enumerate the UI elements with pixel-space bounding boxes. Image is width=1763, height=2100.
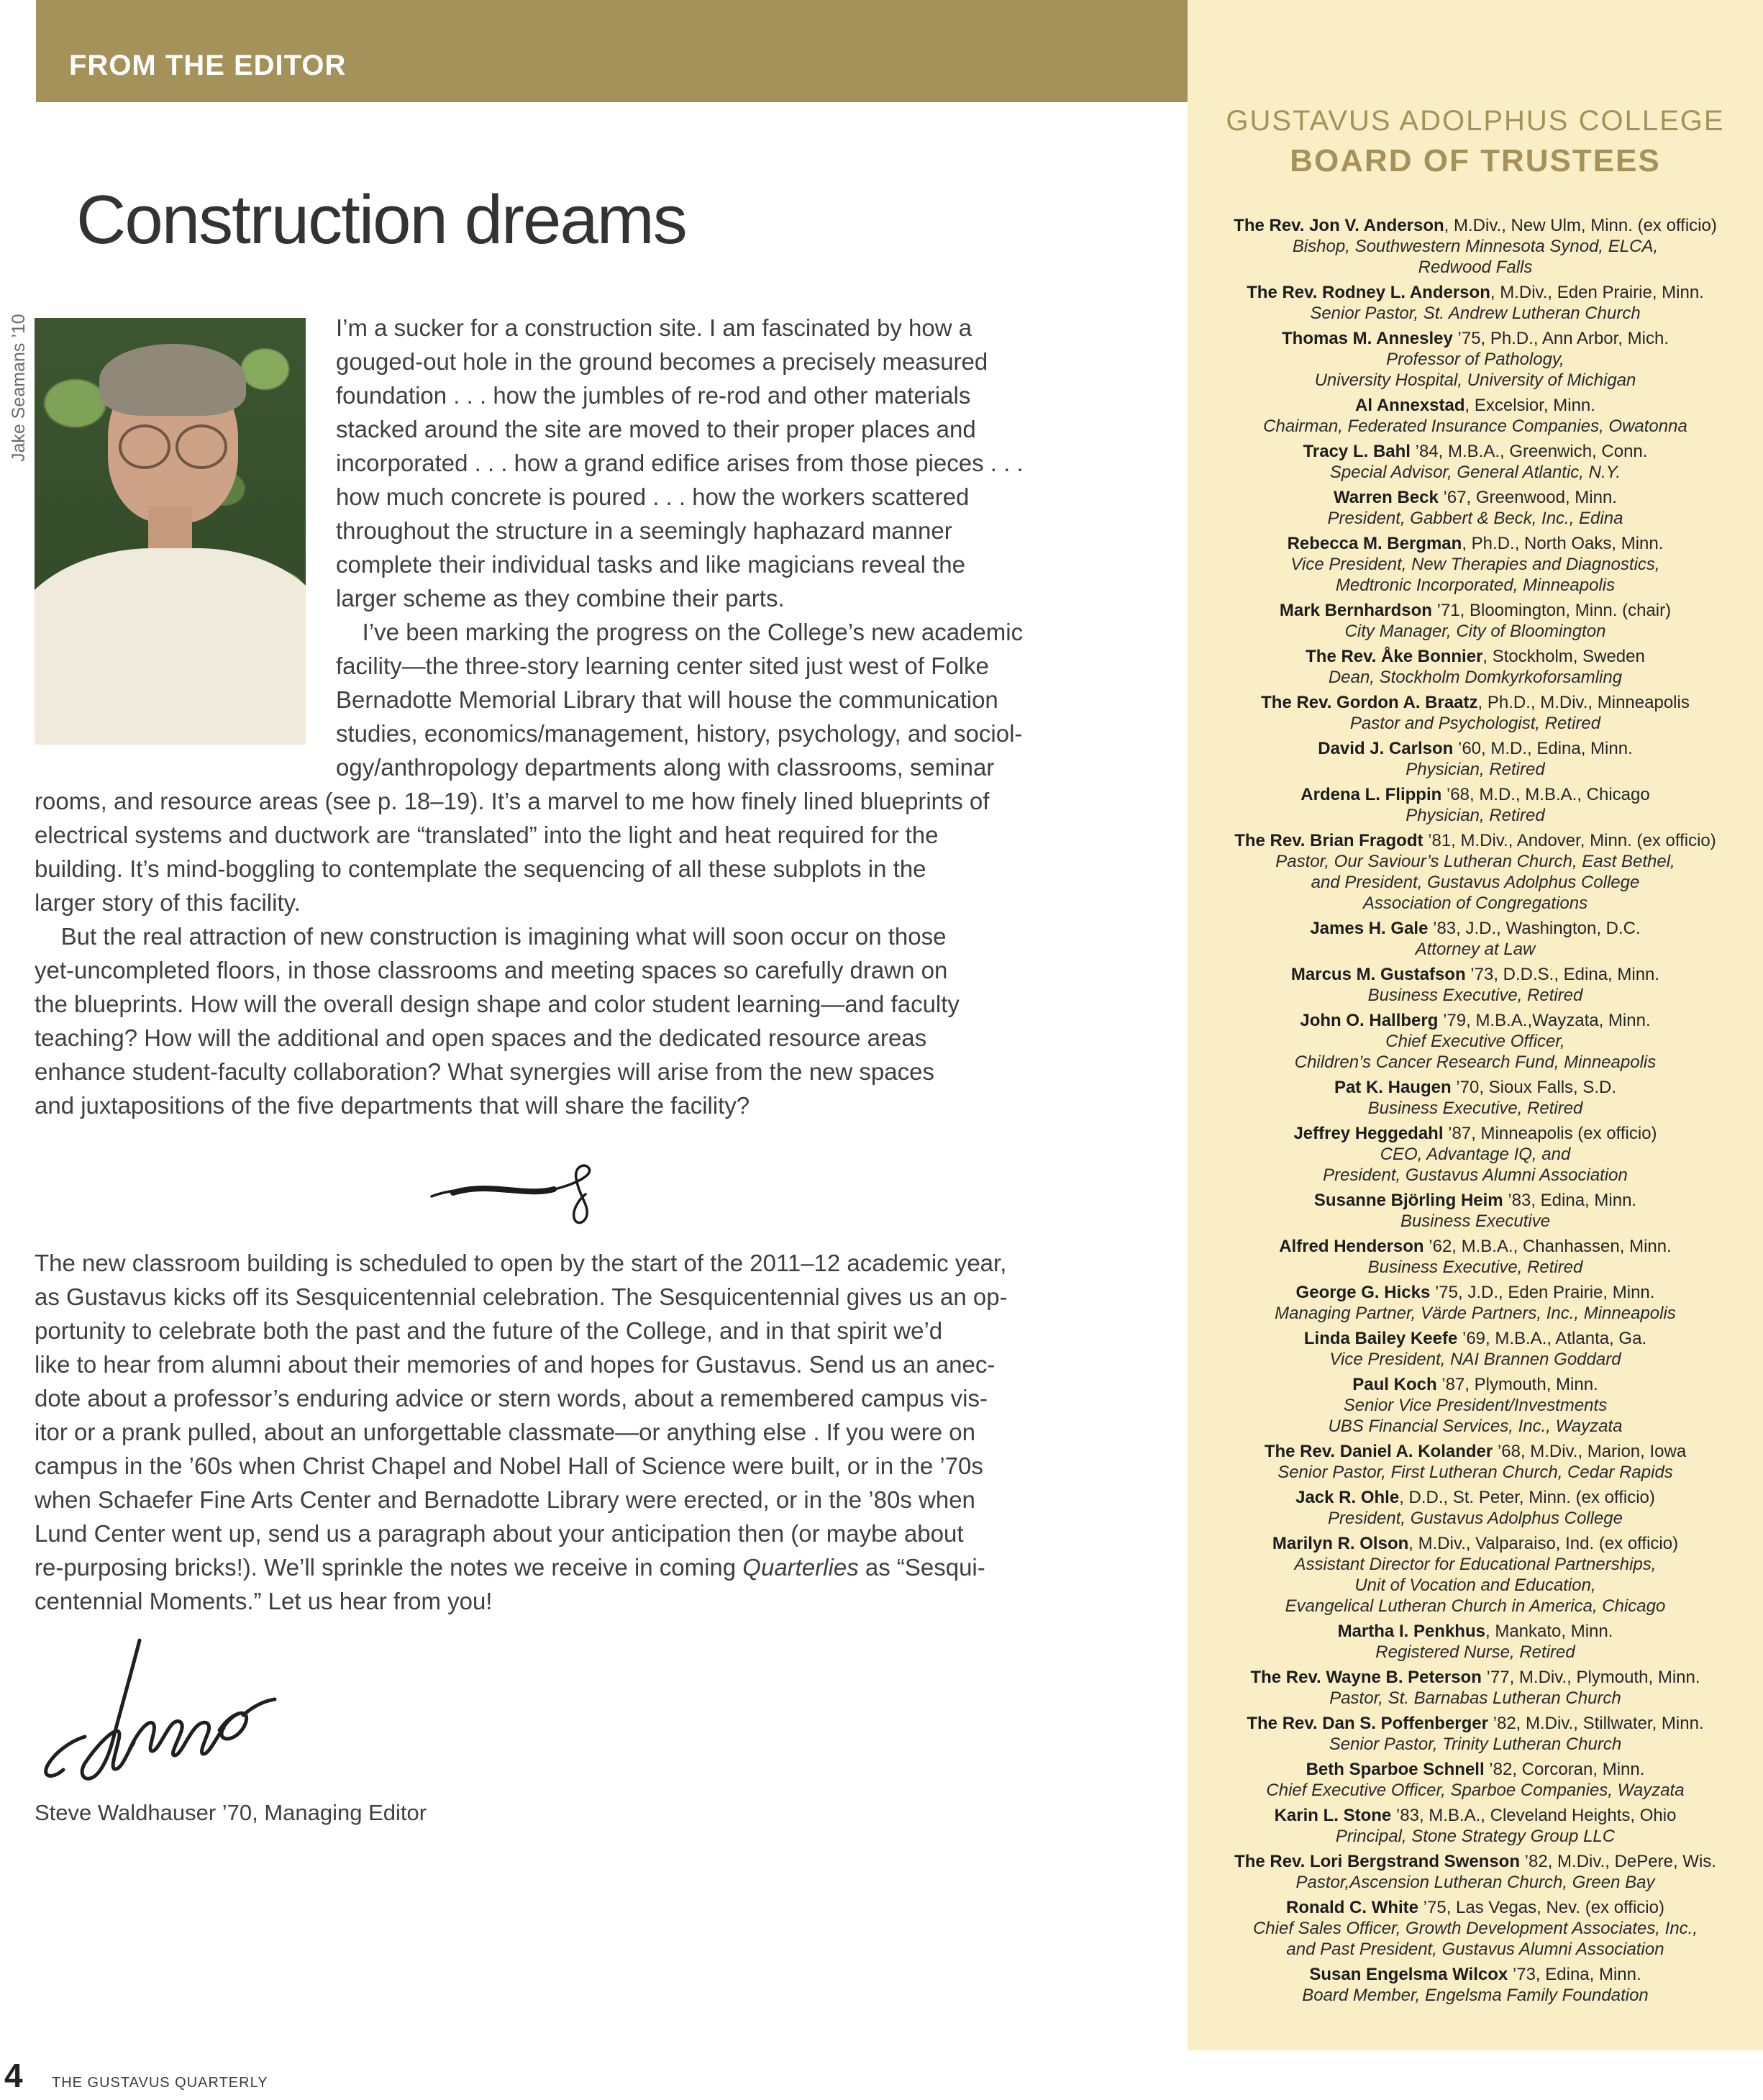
trustee-role-line: Chief Executive Officer, xyxy=(1385,1032,1565,1051)
body-line: the blueprints. How will the overall design shape and color student learning—and faculty xyxy=(35,991,960,1017)
trustee-role-line: Assistant Director for Educational Partnerships, xyxy=(1294,1555,1657,1574)
trustee-role-line: UBS Financial Services, Inc., Wayzata xyxy=(1328,1417,1623,1436)
trustee-name-line: George G. Hicks ’75, J.D., Eden Prairie, Minn. xyxy=(1295,1283,1655,1302)
trustee-entry xyxy=(1209,1621,1741,1663)
trustee-name-line: Susan Engelsma Wilcox ’73, Edina, Minn. xyxy=(1309,1965,1641,1984)
body-line: But the real attraction of new construction is imagining what will soon occur on those xyxy=(35,923,947,950)
trustee-role-line: Special Advisor, General Atlantic, N.Y. xyxy=(1329,463,1621,482)
trustee-role-line: Attorney at Law xyxy=(1415,940,1536,959)
trustee-name-line: Mark Bernhardson ’71, Bloomington, Minn. (chair) xyxy=(1279,601,1672,620)
trustee-role-line: Pastor, St. Barnabas Lutheran Church xyxy=(1329,1688,1621,1708)
body-line: centennial Moments.” Let us hear from you! xyxy=(35,1588,493,1614)
photo-hair xyxy=(99,344,246,417)
trustee-role-line: Senior Pastor, Trinity Lutheran Church xyxy=(1329,1735,1622,1754)
section-banner-label: FROM THE EDITOR xyxy=(69,50,347,81)
trustee-entry xyxy=(1209,1851,1741,1893)
signoff-line: Steve Waldhauser ’70, Managing Editor xyxy=(35,1800,427,1825)
trustee-name-line: Paul Koch ’87, Plymouth, Minn. xyxy=(1352,1375,1598,1394)
trustees-list xyxy=(1209,215,1741,2006)
body-line: enhance student-faculty collaboration? What synergies will arise from the new spaces xyxy=(35,1058,934,1085)
trustee-name-line: The Rev. Dan S. Poffenberger ’82, M.Div., Stillwater, Minn. xyxy=(1247,1714,1704,1733)
body-line: throughout the structure in a seemingly haphazard manner xyxy=(336,517,952,544)
trustee-name-line: Pat K. Haugen ’70, Sioux Falls, S.D. xyxy=(1334,1078,1617,1097)
trustee-name-line: Martha I. Penkhus, Mankato, Minn. xyxy=(1337,1622,1613,1641)
trustee-entry xyxy=(1209,1010,1741,1073)
body-line: how much concrete is poured . . . how the workers scattered xyxy=(336,483,970,510)
photo-glasses-left xyxy=(119,424,170,468)
trustee-name-line: Al Annexstad, Excelsior, Minn. xyxy=(1355,396,1595,415)
body-line: itor or a prank pulled, about an unforgettable classmate—or anything else . If you were on xyxy=(35,1419,975,1445)
trustee-entry xyxy=(1209,1805,1741,1847)
trustee-entry xyxy=(1209,646,1741,688)
trustee-entry xyxy=(1209,1964,1741,2006)
trustee-entry xyxy=(1209,600,1741,642)
trustee-entry xyxy=(1209,328,1741,391)
trustee-role-line: Pastor, Our Saviour’s Lutheran Church, East Bethel, xyxy=(1275,852,1675,871)
body-line xyxy=(35,1550,1142,1584)
trustee-role-line: Registered Nurse, Retired xyxy=(1375,1642,1575,1662)
trustee-name-line: Jeffrey Heggedahl ’87, Minneapolis (ex officio) xyxy=(1293,1124,1657,1143)
trustee-role-line: CEO, Advantage IQ, and xyxy=(1380,1145,1571,1164)
trustee-name-line: Ronald C. White ’75, Las Vegas, Nev. (ex officio) xyxy=(1286,1898,1664,1917)
trustee-entry xyxy=(1209,1897,1741,1960)
trustee-role-line: Medtronic Incorporated, Minneapolis xyxy=(1335,576,1616,595)
trustee-name-line: Marcus M. Gustafson ’73, D.D.S., Edina, Minn. xyxy=(1290,965,1660,984)
trustee-role-line: Bishop, Southwestern Minnesota Synod, ELCA, xyxy=(1292,237,1659,256)
body-line: campus in the ’60s when Christ Chapel and Nobel Hall of Science were built, or in the ’70s xyxy=(35,1453,983,1479)
trustee-role-line: Chief Executive Officer, Sparboe Companies, Wayzata xyxy=(1266,1781,1685,1800)
trustee-name-line: Thomas M. Annesley ’75, Ph.D., Ann Arbor, Mich. xyxy=(1282,329,1669,348)
body-line: ogy/anthropology departments along with classrooms, seminar xyxy=(336,754,995,781)
trustee-name-line: Warren Beck ’67, Greenwood, Minn. xyxy=(1334,488,1617,507)
trustee-entry xyxy=(1209,441,1741,483)
trustee-entry xyxy=(1209,1236,1741,1278)
trustee-entry xyxy=(1209,1328,1741,1370)
trustee-role-line: Chairman, Federated Insurance Companies, Owatonna xyxy=(1263,417,1687,436)
trustee-name-line: The Rev. Rodney L. Anderson, M.Div., Eden Prairie, Minn. xyxy=(1247,283,1704,302)
trustee-role-line: Vice President, New Therapies and Diagnostics, xyxy=(1290,555,1660,574)
trustee-role-line: Business Executive xyxy=(1400,1212,1551,1231)
page-number: 4 xyxy=(4,2057,23,2094)
trustee-name-line: The Rev. Gordon A. Braatz, Ph.D., M.Div., Minneapolis xyxy=(1261,693,1690,712)
trustee-entry xyxy=(1209,1713,1741,1755)
trustee-entry xyxy=(1209,784,1741,826)
body-line: stacked around the site are moved to their proper places and xyxy=(336,416,976,442)
trustee-role-line: Association of Congregations xyxy=(1362,894,1588,913)
trustee-role-line: Senior Vice President/Investments xyxy=(1343,1396,1608,1415)
trustee-role-line: Vice President, NAI Brannen Goddard xyxy=(1329,1350,1621,1369)
trustee-role-line: Professor of Pathology, xyxy=(1386,350,1564,369)
trustee-role-line: Business Executive, Retired xyxy=(1367,986,1583,1005)
trustee-role-line: and Past President, Gustavus Alumni Association xyxy=(1286,1940,1664,1959)
body-line: I’ve been marking the progress on the College’s new academic xyxy=(336,619,1024,645)
line-plain: as “Sesqui- xyxy=(858,1554,985,1581)
body-line: as Gustavus kicks off its Sesquicentennial celebration. The Sesquicentennial gives us an op- xyxy=(35,1283,1008,1310)
trustee-role-line: Pastor,Ascension Lutheran Church, Green Bay xyxy=(1295,1873,1655,1892)
body-line: I’m a sucker for a construction site. I am fascinated by how a xyxy=(336,314,972,341)
trustee-name-line: The Rev. Åke Bonnier, Stockholm, Sweden xyxy=(1306,647,1645,666)
trustee-name-line: Tracy L. Bahl ’84, M.B.A., Greenwich, Conn. xyxy=(1303,442,1648,461)
trustee-name-line: John O. Hallberg ’79, M.B.A.,Wayzata, Minn. xyxy=(1300,1011,1651,1030)
body-column-full-width xyxy=(35,784,1142,1122)
body-line: when Schaefer Fine Arts Center and Bernadotte Library were erected, or in the ’80s when xyxy=(35,1486,975,1513)
trustee-role-line: Business Executive, Retired xyxy=(1367,1258,1583,1277)
trustee-name-line: Karin L. Stone ’83, M.B.A., Cleveland Heights, Ohio xyxy=(1274,1806,1677,1825)
trustee-role-line: and President, Gustavus Adolphus College xyxy=(1311,873,1640,892)
body-line: and juxtapositions of the five departments that will share the facility? xyxy=(35,1092,750,1119)
trustee-entry xyxy=(1209,487,1741,529)
trustee-role-line: Evangelical Lutheran Church in America, Chicago xyxy=(1285,1596,1666,1616)
editor-photo xyxy=(35,318,306,745)
trustee-role-line: Managing Partner, Värde Partners, Inc., Minneapolis xyxy=(1275,1304,1676,1323)
body-line: yet-uncompleted floors, in those classrooms and meeting spaces so carefully drawn on xyxy=(35,957,948,983)
trustee-entry xyxy=(1209,830,1741,914)
photo-shirt xyxy=(35,548,306,745)
body-line: Lund Center went up, send us a paragraph about your anticipation then (or maybe about xyxy=(35,1520,964,1547)
trustee-name-line: The Rev. Brian Fragodt ’81, M.Div., Andover, Minn. (ex officio) xyxy=(1234,831,1716,850)
trustee-role-line: Pastor and Psychologist, Retired xyxy=(1349,714,1601,733)
body-line: dote about a professor’s enduring advice or stern words, about a remembered campus vis- xyxy=(35,1385,988,1412)
trustee-role-line: President, Gabbert & Beck, Inc., Edina xyxy=(1327,509,1623,528)
trustee-role-line: Children’s Cancer Research Fund, Minneapolis xyxy=(1294,1053,1657,1072)
trustee-entry xyxy=(1209,1077,1741,1119)
trustee-role-line: Physician, Retired xyxy=(1406,806,1545,825)
body-line: complete their individual tasks and like magicians reveal the xyxy=(336,551,965,578)
trustees-sidebar xyxy=(1188,0,1763,2050)
trustee-entry xyxy=(1209,964,1741,1006)
italic-word: Quarterlies xyxy=(742,1554,859,1581)
body-line: The new classroom building is scheduled to open by the start of the 2011–12 academic year, xyxy=(35,1250,1007,1276)
trustee-name-line: David J. Carlson ’60, M.D., Edina, Minn. xyxy=(1318,739,1633,758)
photo-credit: Jake Seamans ’10 xyxy=(9,314,29,462)
body-line: studies, economics/management, history, psychology, and sociol- xyxy=(336,720,1023,747)
editor-signature xyxy=(37,1635,296,1793)
trustee-entry xyxy=(1209,1533,1741,1617)
magazine-name: THE GUSTAVUS QUARTERLY xyxy=(52,2075,268,2091)
trustee-entry xyxy=(1209,1441,1741,1483)
trustee-name-line: Beth Sparboe Schnell ’82, Corcoran, Minn. xyxy=(1306,1760,1645,1779)
trustee-role-line: Board Member, Engelsma Family Foundation xyxy=(1302,1986,1649,2005)
body-line: incorporated . . . how a grand edifice arises from those pieces . . . xyxy=(336,450,1024,476)
trustee-role-line: Dean, Stockholm Domkyrkoforsamling xyxy=(1328,668,1623,687)
trustee-name-line: The Rev. Lori Bergstrand Swenson ’82, M.Div., DePere, Wis. xyxy=(1234,1852,1716,1871)
trustee-entry xyxy=(1209,1282,1741,1324)
trustee-role-line: Senior Pastor, First Lutheran Church, Cedar Rapids xyxy=(1277,1463,1673,1482)
article-title: Construction dreams xyxy=(76,181,686,258)
body-line: like to hear from alumni about their memories of and hopes for Gustavus. Send us an anec- xyxy=(35,1351,996,1378)
trustee-name-line: Ardena L. Flippin ’68, M.D., M.B.A., Chicago xyxy=(1300,785,1650,804)
trustee-role-line: Principal, Stone Strategy Group LLC xyxy=(1335,1827,1616,1846)
trustee-name-line: The Rev. Wayne B. Peterson ’77, M.Div., Plymouth, Minn. xyxy=(1250,1668,1700,1687)
body-line: building. It’s mind-boggling to contemplate the sequencing of all these subplots in the xyxy=(35,855,926,882)
trustee-entry xyxy=(1209,533,1741,596)
body-line: teaching? How will the additional and open spaces and the dedicated resource areas xyxy=(35,1024,927,1051)
body-column-beside-photo xyxy=(336,311,1138,784)
trustee-role-line: President, Gustavus Alumni Association xyxy=(1323,1165,1628,1185)
trustee-role-line: Unit of Vocation and Education, xyxy=(1354,1576,1596,1595)
trustee-name-line: The Rev. Daniel A. Kolander ’68, M.Div., Marion, Iowa xyxy=(1264,1442,1687,1461)
closing-paragraph xyxy=(35,1246,1142,1618)
trustee-entry xyxy=(1209,395,1741,437)
trustee-entry xyxy=(1209,1190,1741,1232)
body-line: larger story of this facility. xyxy=(35,889,301,916)
trustee-name-line: Linda Bailey Keefe ’69, M.B.A., Atlanta, Ga. xyxy=(1303,1329,1647,1348)
trustee-entry xyxy=(1209,282,1741,324)
sidebar-college-name: GUSTAVUS ADOLPHUS COLLEGE xyxy=(1226,105,1725,137)
trustee-entry xyxy=(1209,1123,1741,1186)
trustee-role-line: Physician, Retired xyxy=(1406,760,1545,779)
body-line: rooms, and resource areas (see p. 18–19). It’s a marvel to me how finely lined blueprints of xyxy=(35,788,990,814)
trustee-name-line: Rebecca M. Bergman, Ph.D., North Oaks, Minn. xyxy=(1287,534,1664,553)
body-line: facility—the three-story learning center sited just west of Folke xyxy=(336,653,989,679)
line-plain: re-purposing bricks!). We’ll sprinkle the notes we receive in coming xyxy=(35,1554,743,1581)
decorative-flourish xyxy=(424,1157,655,1229)
trustee-entry xyxy=(1209,692,1741,734)
trustee-role-line: Redwood Falls xyxy=(1418,258,1533,277)
trustee-role-line: Business Executive, Retired xyxy=(1367,1099,1583,1118)
trustee-role-line: University Hospital, University of Michigan xyxy=(1314,371,1636,390)
trustee-role-line: President, Gustavus Adolphus College xyxy=(1327,1509,1623,1528)
trustee-entry xyxy=(1209,1374,1741,1437)
trustee-entry xyxy=(1209,738,1741,780)
trustee-entry xyxy=(1209,215,1741,278)
sidebar-heading: BOARD OF TRUSTEES xyxy=(1290,143,1661,178)
trustee-entry xyxy=(1209,1667,1741,1709)
trustee-name-line: Marilyn R. Olson, M.Div., Valparaiso, Ind. (ex officio) xyxy=(1272,1534,1679,1553)
body-line: foundation . . . how the jumbles of re-rod and other materials xyxy=(336,382,971,409)
trustee-entry xyxy=(1209,1759,1741,1801)
photo-glasses-right xyxy=(176,424,227,468)
trustee-name-line: Alfred Henderson ’62, M.B.A., Chanhassen, Minn. xyxy=(1279,1237,1672,1256)
trustee-name-line: James H. Gale ’83, J.D., Washington, D.C. xyxy=(1310,919,1641,938)
trustee-name-line: Susanne Björling Heim ’83, Edina, Minn. xyxy=(1313,1191,1637,1210)
section-banner xyxy=(36,0,1188,102)
trustee-name-line: Jack R. Ohle, D.D., St. Peter, Minn. (ex officio) xyxy=(1295,1488,1655,1507)
trustee-role-line: Senior Pastor, St. Andrew Lutheran Church xyxy=(1310,304,1641,323)
body-line: portunity to celebrate both the past and the future of the College, and in that spirit we’d xyxy=(35,1317,943,1344)
body-line: Bernadotte Memorial Library that will house the communication xyxy=(336,686,998,713)
body-line: gouged-out hole in the ground becomes a precisely measured xyxy=(336,348,988,375)
trustee-entry xyxy=(1209,918,1741,960)
trustee-role-line: Chief Sales Officer, Growth Development Associates, Inc., xyxy=(1252,1919,1698,1938)
trustee-entry xyxy=(1209,1487,1741,1529)
body-line: larger scheme as they combine their parts. xyxy=(336,585,785,612)
trustee-role-line: City Manager, City of Bloomington xyxy=(1344,622,1606,641)
trustee-name-line: The Rev. Jon V. Anderson, M.Div., New Ulm, Minn. (ex officio) xyxy=(1234,216,1717,235)
body-line: electrical systems and ductwork are “translated” into the light and heat required for the xyxy=(35,822,939,848)
